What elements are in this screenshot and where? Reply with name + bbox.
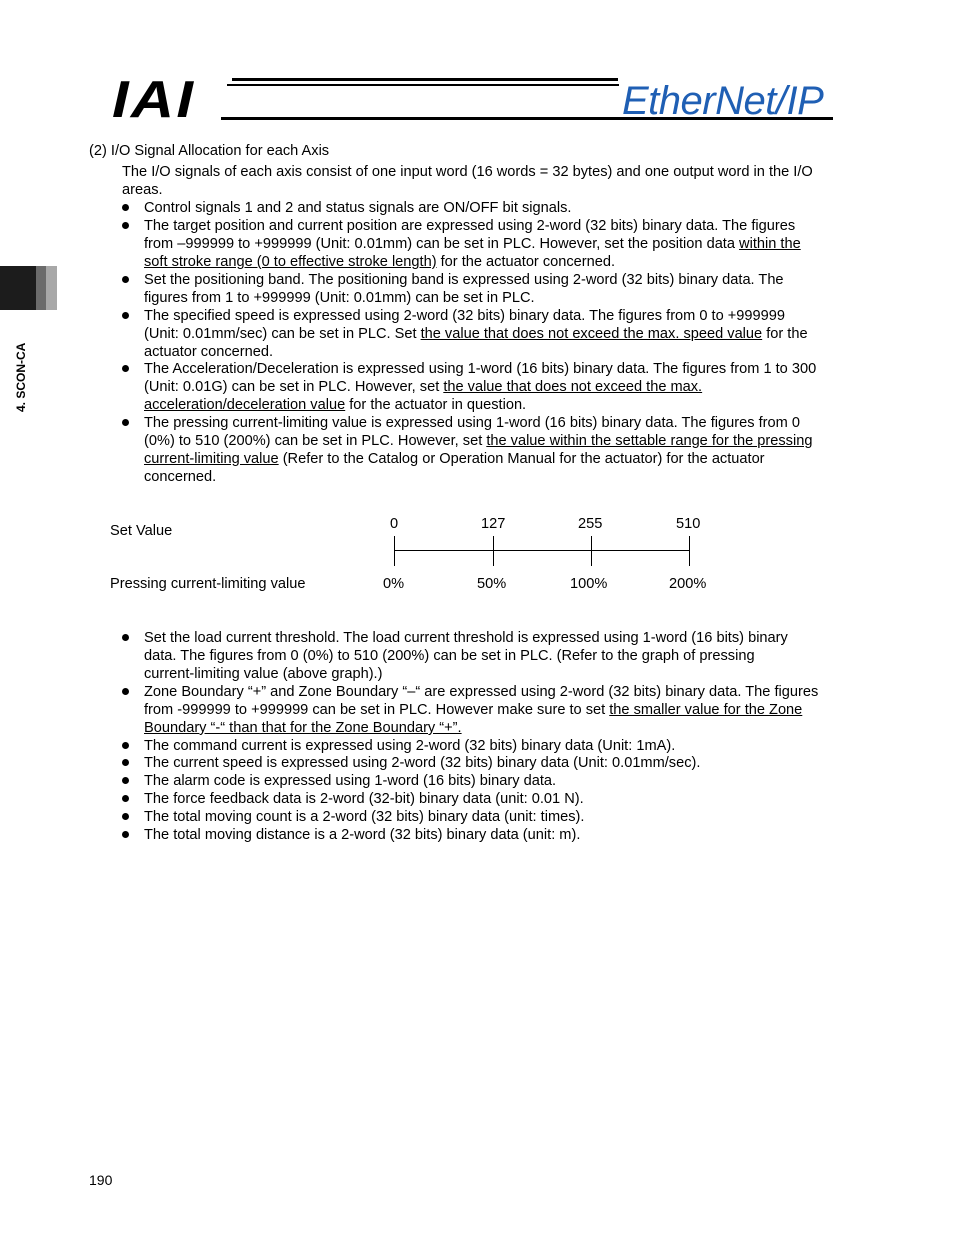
bullet-position-l2 (144, 235, 801, 253)
bullet-pressing-l2 (144, 432, 812, 450)
percent-tick-label: 0% (383, 576, 405, 592)
bullet-dot (122, 365, 129, 372)
chapter-tab-light (46, 266, 57, 310)
percent-tick-label: 100% (570, 576, 608, 592)
bullet-position-l3 (144, 253, 615, 271)
bullet-dot (122, 777, 129, 784)
bullet-dot (122, 276, 129, 283)
underlined-text: the smaller value for the Zone (609, 702, 803, 718)
set-value-tick-label: 0 (390, 516, 399, 532)
bullet-dot (122, 222, 129, 229)
pressing-value-label: Pressing current-limiting value (110, 576, 306, 592)
set-value-tick-label: 510 (676, 516, 701, 532)
percent-tick-label: 50% (477, 576, 507, 592)
percent-tick-label: 200% (669, 576, 707, 592)
bullet-dot (122, 419, 129, 426)
bullet-accel-l1: The Acceleration/Deceleration is expressed using 1-word (16 bits) binary data. The figures from 1 to 300 (144, 361, 817, 377)
underlined-text: the value within the settable range for the pressing (486, 433, 813, 449)
page-header (0, 0, 954, 130)
bullet-pressing-l1: The pressing current-limiting value is expressed using 1-word (16 bits) binary data. The figures from 0 (144, 415, 800, 431)
bullet-dot (122, 688, 129, 695)
underlined-text: current-limiting value (144, 451, 279, 467)
text-run: (Unit: 0.01G) can be set in PLC. However, set (144, 379, 444, 395)
ethernet-ip-title: EtherNet/IP (622, 79, 824, 123)
scale-line (395, 550, 690, 551)
bullet-pressing-l4: concerned. (144, 469, 217, 485)
scale-tick (591, 536, 592, 566)
scale-tick (689, 536, 690, 566)
set-value-label: Set Value (110, 523, 173, 539)
bullet-dot (122, 795, 129, 802)
text-run: for the actuator in question. (345, 397, 527, 413)
bullet-load-current-l3: current-limiting value (above graph).) (144, 666, 383, 682)
text-run: from –999999 to +999999 (Unit: 0.01mm) can be set in PLC. However, set the position data (144, 236, 740, 252)
underlined-text: within the (739, 236, 801, 252)
underlined-text: soft stroke range (0 to effective stroke length) (144, 254, 437, 270)
underlined-text: the value that does not exceed the max. speed value (420, 326, 763, 342)
text-run: from -999999 to +999999 can be set in PLC. However make sure to set (144, 702, 610, 718)
bullet-dot (122, 742, 129, 749)
bullet-command-current: The command current is expressed using 2-word (32 bits) binary data (Unit: 1mA). (144, 738, 676, 754)
bullet-positioning-band-l1: Set the positioning band. The positioning band is expressed using 2-word (32 bits) binary data. The (144, 272, 784, 288)
bullet-load-current-l1: Set the load current threshold. The load current threshold is expressed using 1-word (16 bits) binary (144, 630, 788, 646)
text-run: (0%) to 510 (200%) can be set in PLC. However, set (144, 433, 487, 449)
bullet-accel-l3 (144, 396, 526, 414)
bullet-dot (122, 312, 129, 319)
chapter-tab-grey (36, 266, 46, 310)
bullet-dot (122, 204, 129, 211)
bullet-current-speed: The current speed is expressed using 2-word (32 bits) binary data (Unit: 0.01mm/sec). (144, 755, 701, 771)
bullet-zone-l2 (144, 701, 802, 719)
set-value-tick-label: 255 (578, 516, 603, 532)
intro-line-2: areas. (122, 182, 163, 198)
bullet-speed-l1: The specified speed is expressed using 2-word (32 bits) binary data. The figures from 0 to +999999 (144, 308, 785, 324)
chapter-label: 4. SCON-CA (14, 342, 28, 412)
bullet-force-feedback: The force feedback data is 2-word (32-bit) binary data (unit: 0.01 N). (144, 791, 584, 807)
bullet-dot (122, 759, 129, 766)
bullet-load-current-l2: data. The figures from 0 (0%) to 510 (200%) can be set in PLC. (Refer to the graph of pressing (144, 648, 755, 664)
chapter-tab-dark (0, 266, 36, 310)
bullet-positioning-band-l2: figures from 1 to +999999 (Unit: 0.01mm) can be set in PLC. (144, 290, 535, 306)
bullet-speed-l3: actuator concerned. (144, 344, 273, 360)
page-number: 190 (89, 1172, 113, 1188)
text-run: for the actuator concerned. (436, 254, 616, 270)
underlined-text: acceleration/deceleration value (144, 397, 346, 413)
iai-logo: IAI (112, 71, 196, 129)
section-heading: (2) I/O Signal Allocation for each Axis (89, 143, 330, 159)
header-rule-top (232, 78, 618, 81)
bullet-position-l1: The target position and current position are expressed using 2-word (32 bits) binary data. The figures (144, 218, 796, 234)
bullet-accel-l2 (144, 378, 702, 396)
bullet-speed-l2 (144, 325, 808, 343)
header-rule-top-2 (227, 84, 619, 86)
underlined-text: the value that does not exceed the max. (443, 379, 703, 395)
bullet-alarm-code: The alarm code is expressed using 1-word (16 bits) binary data. (144, 773, 557, 789)
intro-line-1: The I/O signals of each axis consist of one input word (16 words = 32 bytes) and one output word in the I/O (122, 164, 813, 180)
text-run: for the (762, 326, 808, 342)
text-run: (Unit: 0.01mm/sec) can be set in PLC. Set (144, 326, 421, 342)
bullet-zone-l1: Zone Boundary “+” and Zone Boundary “–“ are expressed using 2-word (32 bits) binary data. The figures (144, 684, 819, 700)
scale-tick (493, 536, 494, 566)
bullet-dot (122, 831, 129, 838)
bullet-control-signals: Control signals 1 and 2 and status signals are ON/OFF bit signals. (144, 200, 572, 216)
underlined-text: Boundary “-“ than that for the Zone Boundary “+”. (144, 720, 462, 736)
text-run: (Refer to the Catalog or Operation Manual for the actuator) for the actuator (278, 451, 765, 467)
bullet-pressing-l3 (144, 450, 765, 468)
bullet-zone-l3 (144, 719, 462, 737)
scale-tick (394, 536, 395, 566)
bullet-moving-distance: The total moving distance is a 2-word (32 bits) binary data (unit: m). (144, 827, 581, 843)
bullet-dot (122, 813, 129, 820)
bullet-moving-count: The total moving count is a 2-word (32 bits) binary data (unit: times). (144, 809, 585, 825)
set-value-tick-label: 127 (481, 516, 506, 532)
bullet-dot (122, 634, 129, 641)
